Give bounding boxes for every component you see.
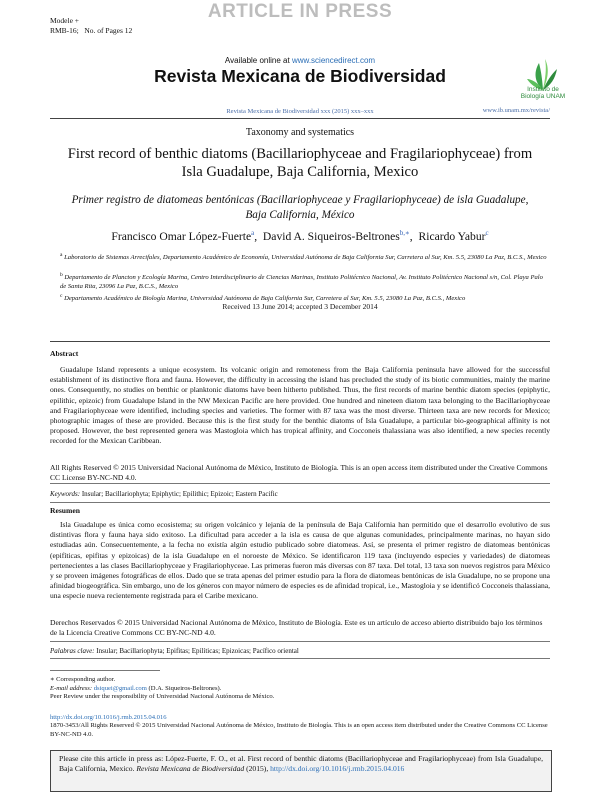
resumen-heading: Resumen (50, 506, 80, 515)
sciencedirect-link[interactable]: www.sciencedirect.com (291, 56, 376, 65)
abstract-rights: All Rights Reserved © 2015 Universidad Nacional Autónoma de México, Instituto de Biología. This is an open access item distributed under the Creative Commons CC License BY-NC-ND 4.0. (50, 463, 548, 483)
author-name: David A. Siqueiros-Beltrones (262, 229, 400, 243)
resumen-rights: Derechos Reservados © 2015 Universidad Nacional Autónoma de México, Instituto de Biología. Este es un artículo de acceso abierto distribuido bajo los términos de la Licencia Creative Commons CC BY-NC-ND 4.0. (50, 618, 543, 638)
corresponding-note: ∗ Corresponding author. (50, 676, 116, 683)
model-label: Modele + (50, 16, 80, 25)
author-name: Ricardo Yabur (418, 229, 486, 243)
footnotes: ∗ Corresponding author. E-mail address: dsiquei@gmail.com (D.A. Siqueiros-Beltrones). Peer Review under the responsibility of Universidad Nacional Autónoma de México. (50, 676, 550, 702)
journal-url-link[interactable]: www.ib.unam.mx/revista/ (482, 107, 550, 114)
keywords: Keywords: Insular; Bacillariophyta; Epiphytic; Epilithic; Epizoic; Eastern Pacific (50, 490, 278, 498)
manuscript-meta (50, 16, 132, 36)
logo-text: Instituto de Biología UNAM (520, 86, 566, 100)
journal-name: Revista Mexicana de Biodiversidad (154, 66, 446, 86)
cite-this-article-box: Please cite this article in press as: López-Fuerte, F. O., et al. First record of benthic diatoms (Bacillariophyceae and Fragilariophyceae) from Isla Guadalupe, Baja California, Mexico. Revista Mexicana de Biodiversidad (2015), http://dx.doi.org/10.1016/j.rmb.2015.04.016 (50, 750, 552, 792)
resumen-text: Isla Guadalupe es única como ecosistema; su origen volcánico y lejanía de la península de Baja California han permitido que el desarrollo evolutivo de sus distintivas flora y fauna haya sido exitoso. La dificultad para acceder a la isla es causa de que algunas comunidades, principalmente marinas, no hayan sido estudiadas aún. Consecuentemente, a la fecha no existía algún estudio publicado sobre diatomeas. Así, se presenta el primer registro de diatomeas bentónicas (epifíticas, epifitas y epizoicas) de la isla Guadalupe en el noroeste de México. Se identificaron 119 taxa (incluyendo especies y variedades) de diatomeas pertenecientes a las clases Bacillariophyceae y Fragilariophyceae. Las primeras fueron más diversas con 87 taxa. Del total, 13 taxa son nuevos registros para México y se proveen imágenes fotográficas de ellos. Dado que se trata apenas del primer estudio para la flora de diatomeas bentónicas de isla Guadalupe, no se propone una afinidad biogeográfica. Sin embargo, uno de los géneros con mayor número de especies es de afinidad tropical, i.e., Mastogloia y se identificó Cocconeis thalassiana, una especie nueva recientemente registrada para el Caribe mexicano. (50, 520, 550, 601)
author-affil-sup[interactable]: c (485, 229, 489, 237)
keywords-bottom-rule (50, 502, 550, 503)
journal-citation[interactable]: Revista Mexicana de Biodiversidad xxx (2015) xxx–xxx (226, 108, 374, 115)
section-label: Taxonomy and systematics (245, 127, 355, 138)
article-title: First record of benthic diatoms (Bacillariophyceae and Fragilariophyceae) from Isla Guadalupe, Baja California, Mexico (67, 146, 533, 180)
affiliation-c: $^c$ Departamento Académico de Biología Marina, Universidad Autónoma de Baja California Sur, Carretera al Sur, Km. 5.5, 23080 La Paz, B.C.S., Mexico (60, 293, 466, 303)
peer-review-note: Peer Review under the responsibility of Universidad Nacional Autónoma de México. (50, 693, 275, 701)
available-online: Available online at www.sciencedirect.com (224, 56, 376, 65)
abstract-divider (50, 341, 550, 342)
received-dates: Received 13 June 2014; accepted 3 December 2014 (222, 302, 378, 311)
palabras-bottom-rule (50, 658, 550, 659)
footnote-rule (50, 670, 160, 671)
doi-link[interactable]: http://dx.doi.org/10.1016/j.rmb.2015.04.016 (50, 714, 167, 721)
banner-title: ARTICLE IN PRESS (207, 1, 393, 22)
manuscript-code: RMB-16; (50, 26, 79, 35)
affiliation-a: $^a$ Laboratorio de Sistemas Arrecifales, Departamento Académico de Economía, Universidad Autónoma de Baja California Sur, Carretera al Sur, Km. 5.5, 23080 La Paz, B.C.S., Mexico (60, 252, 547, 262)
palabras-top-rule (50, 641, 550, 642)
issn-rights: 1870-3453/All Rights Reserved © 2015 Universidad Nacional Autónoma de México, Instituto de Biología. This is an open access item distributed under the Creative Commons CC License BY-NC-ND 4.0. (50, 722, 548, 738)
page-count: No. of Pages 12 (84, 26, 133, 35)
affiliation-b: $^b$ Departamento de Plancton y Ecología Marina, Centro Interdisciplinario de Ciencias Marinas, Instituto Politécnico Nacional, Av. Instituto Politécnico Nacional s/n, Col. Playa Palo de Santa Rita, 23096 La Paz, B.C.S., Mexico (60, 272, 543, 290)
email-link[interactable]: dsiquei@gmail.com (93, 684, 147, 692)
abstract-heading: Abstract (50, 349, 79, 358)
article-title-spanish: Primer registro de diatomeas bentónicas (Bacillariophyceae y Fragilariophyceae) de isla Guadalupe, Baja California, México (71, 194, 529, 221)
cite-doi-link[interactable]: http://dx.doi.org/10.1016/j.rmb.2015.04.016 (270, 764, 405, 774)
author-affil-sup[interactable]: a (251, 229, 255, 237)
author-affil-sup[interactable]: b,∗ (399, 229, 410, 237)
header-divider (50, 118, 550, 119)
author-name: Francisco Omar López-Fuerte (111, 229, 252, 243)
palabras-clave: Palabras clave: Insular; Bacillariophyta; Epifitas; Epilíticas; Epizoicas; Pacífico oriental (50, 647, 299, 655)
author-list: Francisco Omar López-Fuerte$^a$, David A. Siqueiros-Beltrones$^{b,∗}$, Ricardo Yabur$^c$ (111, 229, 489, 243)
abstract-text: Guadalupe Island represents a unique ecosystem. Its volcanic origin and remoteness from the Baja California peninsula have allowed for the successful establishment of its distinctive flora and fauna. However, the difficulty in accessing the island has precluded the study of its biotic communities, mainly the marine ones. Consequently, no studies on benthic or planktonic diatoms have been hitherto published. Thus, the first records of marine benthic diatom species (epiphytic, epilithic, epizoic) from Guadalupe Island in the NW Mexican Pacific are here provided. One hundred and nineteen diatom taxa belonging to the Bacillariophyceae and Fragilariophyceae were identified, including species and varieties. The former with 87 taxa was the most diverse. Thirteen taxa are new records for Mexico; photographic images of these are provided. Because this is the first study for the benthic diatoms of Isla Guadalupe, a particular bio-geographical affinity is not proposed. However, the best represented genera was Mastogloia which has tropical affinity, and Cocconeis thalassiana was also identified, a new species recently recorded for the Mexican Caribbean. (50, 365, 550, 446)
keywords-top-rule (50, 483, 550, 484)
